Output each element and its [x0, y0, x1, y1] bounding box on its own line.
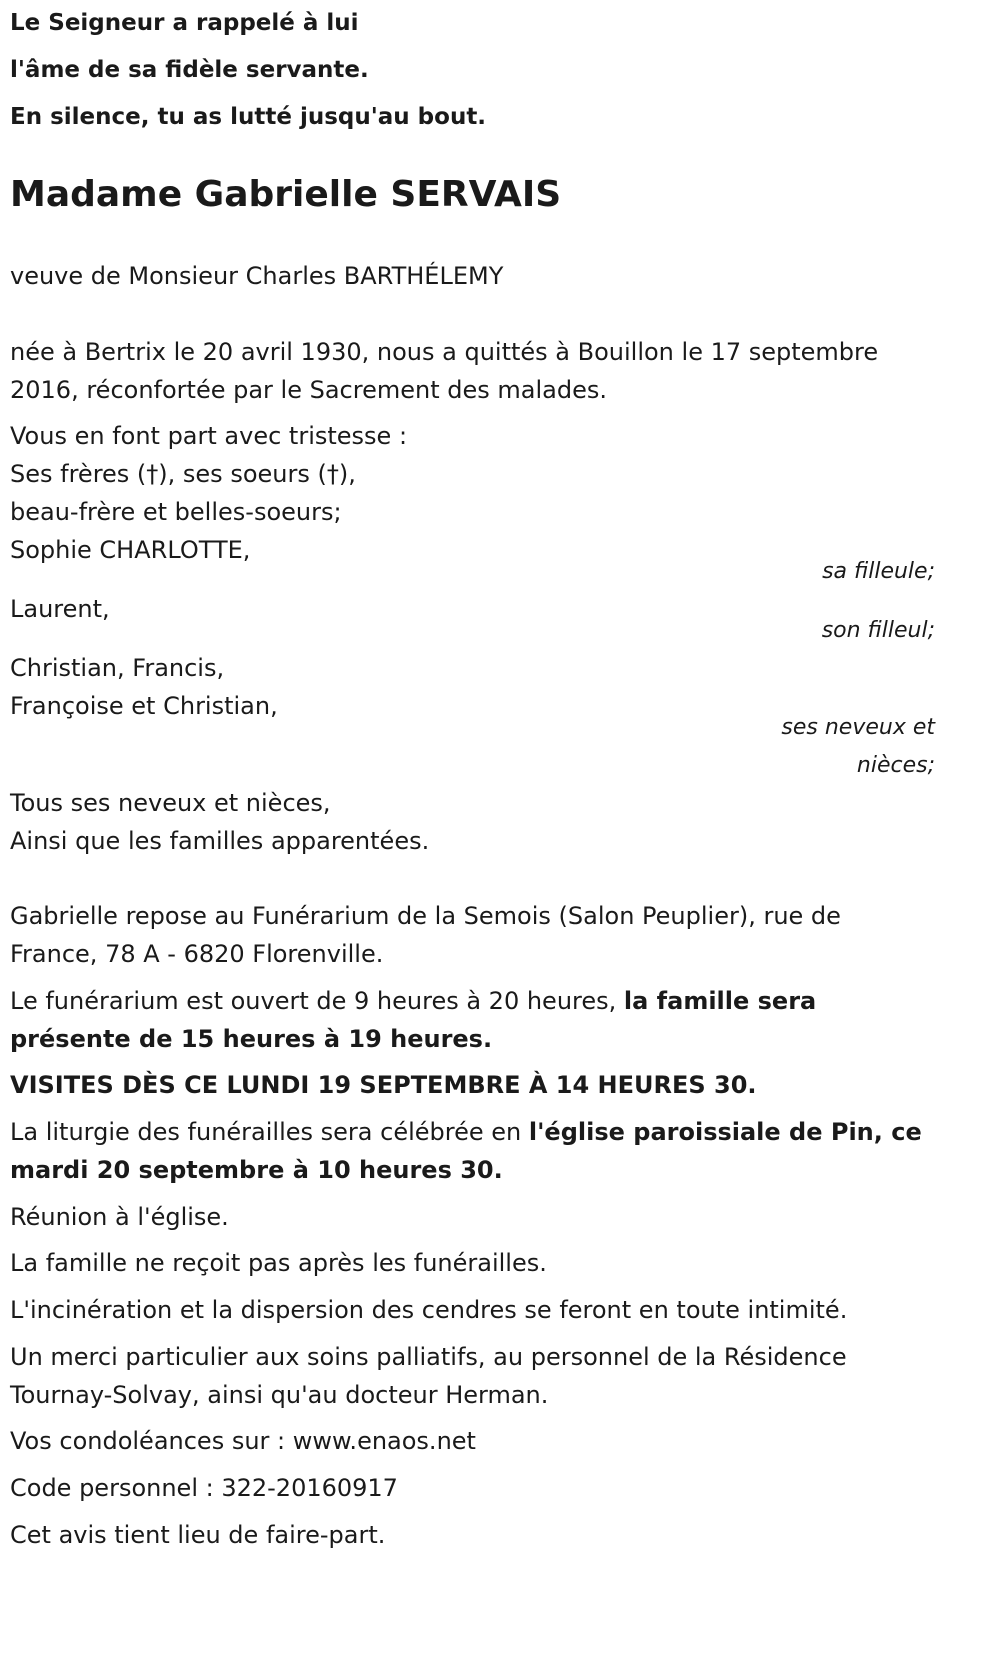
family-announce: Vous en font part avec tristesse : [10, 422, 408, 450]
liturgy-line-1 [10, 1113, 922, 1151]
related-families: Ainsi que les familles apparentées. [10, 827, 430, 855]
family-siblings: Ses frères (†), ses soeurs (†), [10, 460, 356, 488]
no-reception: La famille ne reçoit pas après les funérailles. [10, 1249, 547, 1277]
birth-death-line-2: 2016, réconfortée par le Sacrement des malades. [10, 376, 607, 404]
intro-line-3: En silence, tu as lutté jusqu'au bout. [10, 104, 487, 130]
godson-role: son filleul; [821, 618, 935, 643]
liturgy-bold-2: mardi 20 septembre à 10 heures 30. [10, 1156, 503, 1184]
funerarium-hours-line-1 [10, 982, 816, 1020]
funerarium-hours-bold-2: présente de 15 heures à 19 heures. [10, 1025, 493, 1053]
widow-of: veuve de Monsieur Charles BARTHÉLEMY [10, 262, 504, 290]
condolences: Vos condoléances sur : www.enaos.net [10, 1427, 476, 1455]
meeting: Réunion à l'église. [10, 1203, 229, 1231]
goddaughter-role: sa filleule; [822, 559, 935, 584]
all-nephews: Tous ses neveux et nièces, [10, 789, 331, 817]
nephews-line-2: Françoise et Christian, [10, 692, 278, 720]
funerarium-hours-bold-1: la famille sera [623, 987, 817, 1015]
thanks-line-1: Un merci particulier aux soins palliatifs, au personnel de la Résidence [10, 1343, 847, 1371]
liturgy-bold-1: l'église paroissiale de Pin, ce [528, 1118, 922, 1146]
nephews-role-line-1: ses neveux et [781, 715, 935, 740]
funerarium-hours-plain: Le funérarium est ouvert de 9 heures à 20 heures, [10, 987, 624, 1015]
deceased-name: Madame Gabrielle SERVAIS [10, 174, 562, 215]
notice: Cet avis tient lieu de faire-part. [10, 1521, 386, 1549]
cremation: L'incinération et la dispersion des cendres se feront en toute intimité. [10, 1296, 848, 1324]
godson-name: Laurent, [10, 595, 110, 623]
funerarium-line-1: Gabrielle repose au Funérarium de la Semois (Salon Peuplier), rue de [10, 902, 841, 930]
funerarium-line-2: France, 78 A - 6820 Florenville. [10, 940, 384, 968]
goddaughter-name: Sophie CHARLOTTE, [10, 536, 251, 564]
liturgy-plain: La liturgie des funérailles sera célébrée en [10, 1118, 529, 1146]
birth-death-line-1: née à Bertrix le 20 avril 1930, nous a quittés à Bouillon le 17 septembre [10, 338, 879, 366]
intro-line-2: l'âme de sa fidèle servante. [10, 57, 369, 83]
family-in-laws: beau-frère et belles-soeurs; [10, 498, 342, 526]
intro-line-1: Le Seigneur a rappelé à lui [10, 10, 359, 36]
thanks-line-2: Tournay-Solvay, ainsi qu'au docteur Herman. [10, 1381, 549, 1409]
nephews-line-1: Christian, Francis, [10, 654, 225, 682]
visits: VISITES DÈS CE LUNDI 19 SEPTEMBRE À 14 HEURES 30. [10, 1071, 757, 1099]
personal-code: Code personnel : 322-20160917 [10, 1474, 398, 1502]
nephews-role-line-2: nièces; [856, 753, 935, 778]
